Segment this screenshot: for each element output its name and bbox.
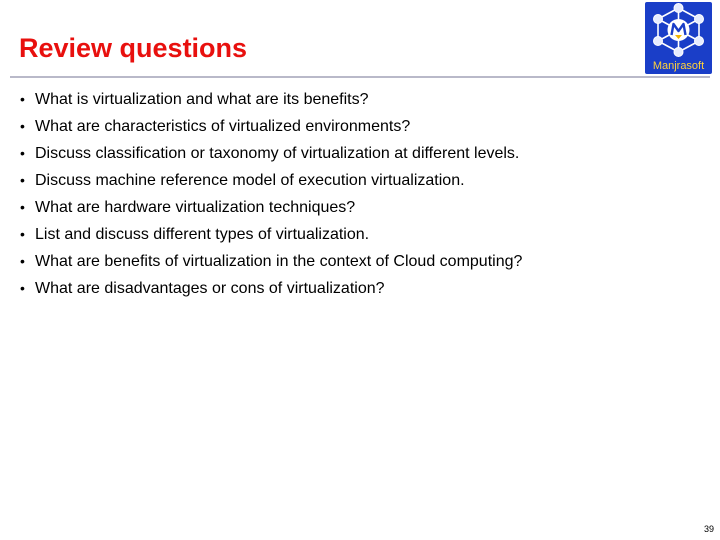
page-number: 39 — [703, 524, 714, 534]
bullet-text: List and discuss different types of virtualization. — [35, 226, 370, 243]
bullet-text: What are benefits of virtualization in the context of Cloud computing? — [35, 253, 523, 270]
bullet-icon: • — [20, 280, 25, 296]
manjrasoft-logo — [645, 2, 712, 74]
bullet-text: What are disadvantages or cons of virtualization? — [35, 280, 385, 297]
slide-title: Review questions — [19, 33, 248, 63]
bullet-icon: • — [20, 253, 25, 269]
bullet-icon: • — [20, 118, 25, 134]
bullet-text: What are hardware virtualization techniques? — [35, 199, 356, 216]
title-divider — [10, 76, 710, 78]
logo-network-icon — [645, 2, 712, 62]
bullet-text: Discuss machine reference model of execution virtualization. — [35, 172, 465, 189]
bullet-text: What is virtualization and what are its benefits? — [35, 91, 369, 108]
bullet-icon: • — [20, 172, 25, 188]
bullet-icon: • — [20, 199, 25, 215]
bullet-icon: • — [20, 91, 25, 107]
logo-text: Manjrasoft — [652, 60, 705, 72]
bullet-icon: • — [20, 226, 25, 242]
bullet-text: Discuss classification or taxonomy of virtualization at different levels. — [35, 145, 520, 162]
bullet-text: What are characteristics of virtualized environments? — [35, 118, 411, 135]
bullet-icon: • — [20, 145, 25, 161]
